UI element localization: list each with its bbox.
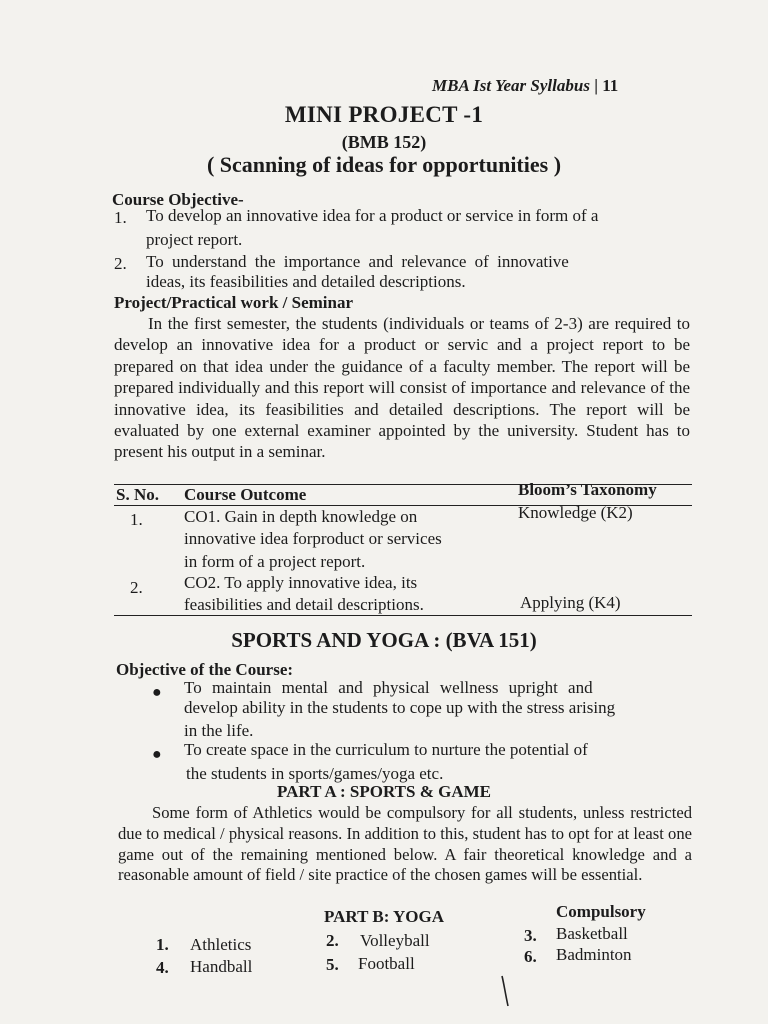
objective-number: 1. [114,208,127,227]
table-cell-outcome: CO1. Gain in depth knowledge on [184,507,418,526]
game-name: Badminton [556,945,632,964]
game-name: Volleyball [360,931,430,950]
table-cell-bloom: Knowledge (K2) [518,503,633,522]
game-number: 2. [326,931,339,950]
table-cell-outcome: feasibilities and detail descriptions. [184,595,424,614]
page-header: MBA Ist Year Syllabus | 11 [432,76,619,95]
header-text: MBA Ist Year Syllabus [432,76,590,95]
game-number: 3. [524,926,537,945]
game-name: Handball [190,957,253,976]
practical-heading: Project/Practical work / Seminar [114,293,354,312]
objective-number: 2. [114,254,127,273]
pen-mark-decoration [496,972,516,1012]
bullet-icon: ● [152,746,162,763]
bullet-text: To maintain mental and physical wellness upright and [184,678,593,697]
game-number: 4. [156,958,169,977]
table-cell-bloom: Applying (K4) [520,593,621,612]
table-cell-outcome: CO2. To apply innovative idea, its [184,573,418,592]
compulsory-label: Compulsory [556,902,646,921]
sports-objective-heading: Objective of the Course: [116,660,294,679]
table-cell-outcome: in form of a project report. [184,552,366,571]
table-bottom-rule [114,615,692,616]
game-number: 1. [156,935,169,954]
table-header-bloom: Bloom’s Taxonomy [518,480,657,499]
objective-text: project report. [146,230,243,249]
table-header-outcome: Course Outcome [184,485,307,504]
part-b-heading: PART B: YOGA [324,907,444,926]
page-number: 11 [602,76,619,95]
game-name: Basketball [556,924,628,943]
bullet-text: the students in sports/games/yoga etc. [186,764,444,783]
table-cell-sno: 1. [130,510,143,529]
course-objective-heading: Course Objective- [112,190,244,209]
game-number: 5. [326,955,339,974]
game-name: Athletics [190,935,252,954]
bullet-text: develop ability in the students to cope up with the stress arising [184,698,616,717]
bullet-text: To create space in the curriculum to nurture the potential of [184,740,588,759]
table-header-sno: S. No. [116,485,159,504]
table-cell-outcome: innovative idea forproduct or services [184,529,442,548]
objective-text: To understand the importance and relevance of innovative [146,252,569,271]
objective-text: ideas, its feasibilities and detailed descriptions. [146,272,466,291]
practical-paragraph: In the first semester, the students (individuals or teams of 2-3) are required to develop an innovative idea for a product or servic and a project report to be prepared on that idea under the guidance of a faculty member. The report will be prepared individually and this report will consist of importance and relevance of the innovative idea, its feasibilities and detailed descriptions. The report will be evaluated by one external examiner appointed by the university. Student has to present his output in a seminar. [114,314,690,462]
mini-project-code: (BMB 152) [341,132,427,152]
game-number: 6. [524,947,537,966]
part-a-paragraph: Some form of Athletics would be compulsory for all students, unless restricted due to medical / physical reasons. In addition to this, student has to opt for at least one game out of the remaining mentioned below. A fair theoretical knowledge and a reasonable amount of field / site practice of the chosen games will be essential. [118,803,692,885]
mini-project-title: MINI PROJECT -1 [284,102,484,127]
table-cell-sno: 2. [130,578,143,597]
game-name: Football [358,954,415,973]
bullet-text: in the life. [184,721,254,740]
sports-yoga-title: SPORTS AND YOGA : (BVA 151) [231,628,537,652]
mini-project-subtitle: ( Scanning of ideas for opportunities ) [206,152,562,177]
bullet-icon: ● [152,684,162,701]
part-a-heading: PART A : SPORTS & GAME [276,782,491,801]
objective-text: To develop an innovative idea for a product or service in form of a [146,206,599,225]
